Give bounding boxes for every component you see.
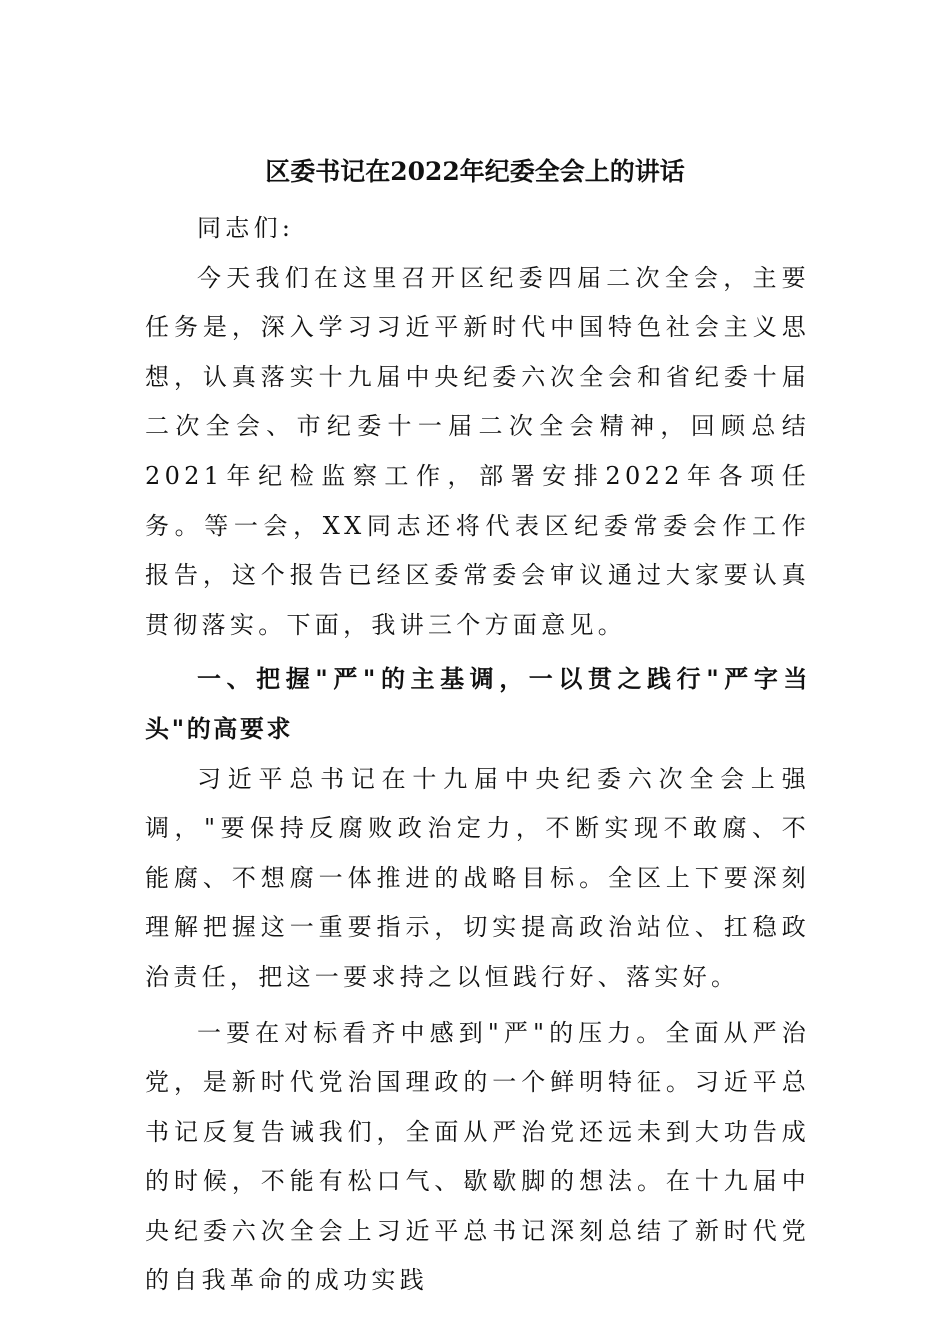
paragraph-intro: 今天我们在这里召开区纪委四届二次全会，主要任务是，深入学习习近平新时代中国特色社会主义思想，认真落实十九届中央纪委六次全会和省纪委十届二次全会、市纪委十一届二次全会精神，回顾总结2021年纪检监察工作，部署安排2022年各项任务。等一会，XX同志还将代表区纪委常委会作工作报告，这个报告已经区委常委会审议通过大家要认真贯彻落实。下面，我讲三个方面意见。 (145, 263, 810, 639)
paragraph-point-1: 一要在对标看齐中感到"严"的压力。全面从严治党，是新时代党治国理政的一个鲜明特征。习近平总书记反复告诫我们，全面从严治党还远未到大功告成的时候，不能有松口气、歇歇脚的想法。在十九届中央纪委六次全会上习近平总书记深刻总结了新时代党的自我革命的成功实践 (145, 1018, 810, 1295)
section-heading-1: 一、把握"严"的主基调，一以贯之践行"严字当头"的高要求 (145, 665, 810, 743)
salutation: 同志们: (197, 214, 295, 242)
document-body (145, 204, 810, 1306)
paragraph-section-1: 习近平总书记在十九届中央纪委六次全会上强调，"要保持反腐败政治定力，不断实现不敢腐、不能腐、不想腐一体推进的战略目标。全区上下要深刻理解把握这一重要指示，切实提高政治站位、扛稳政治责任，把这一要求持之以恒践行好、落实好。 (145, 764, 810, 991)
document-title: 区委书记在2022年纪委全会上的讲话 (265, 157, 685, 186)
